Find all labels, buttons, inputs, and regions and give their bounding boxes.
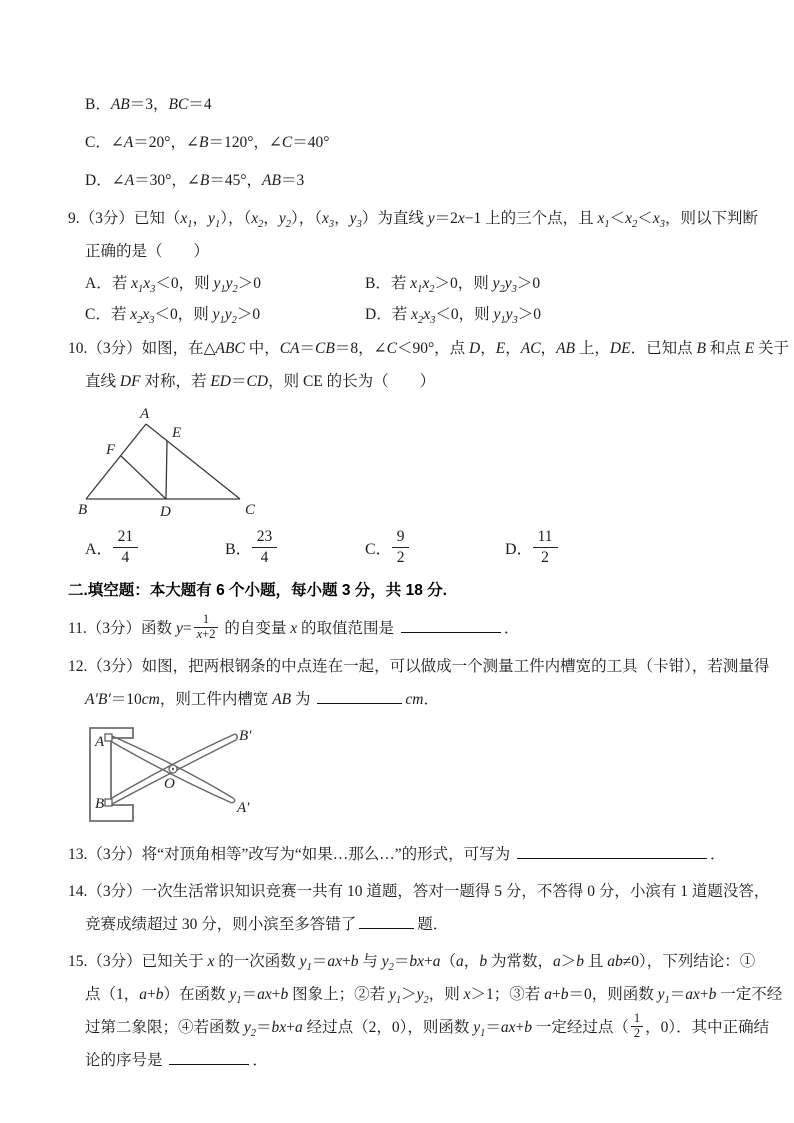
vertex-label-f: F — [106, 442, 116, 458]
q9-option-b: B．若 $x_1x_2>0$，则 $y_2y_3>0$ — [365, 275, 541, 296]
vertex-label-b: B — [78, 502, 88, 518]
q9-option-c: C．若 $x_2x_3<0$，则 $y_1y_2>0$ — [85, 306, 261, 327]
question-15-line-4: 论的序号是 ． — [68, 1044, 758, 1077]
question-11-line: 11.（3分）函数 y= $\frac{1}{x+2}$ 的自变量 x 的取值范围是 ． — [68, 612, 520, 641]
q10-option-c — [365, 524, 505, 570]
point-label-o: O — [164, 775, 175, 792]
vertex-label-d: D — [160, 504, 171, 520]
question-9-line-1: 9.（3分）已知（$x_1$，$y_1$），（$x_2$，$y_2$），（$x_3$，$y_3$）为直线 y＝2x−1 上的三个点，且 $x_1<x_2<x_3$，则以下判断 — [68, 210, 758, 231]
vertex-label-e: E — [172, 425, 182, 441]
fraction-numerator: 9 — [396, 528, 405, 546]
option-letter: D． — [505, 540, 533, 558]
triangle-figure — [78, 404, 268, 522]
fraction-denominator: 2 — [533, 547, 558, 567]
triangle-lines — [86, 424, 240, 499]
question-15-line-2: 点（1，a+b）在函数 $y_1=ax+b$ 图象上；②若 $y_1>y_2$，则 x＞1；③若 a+b＝0，则函数 $y_1=ax+b$ 一定不经 — [85, 985, 783, 1006]
point-label-b-prime: B′ — [239, 727, 252, 744]
section-2-header: 二.填空题：本大题有 6 个小题，每小题 3 分，共 18 分. — [68, 582, 447, 599]
q8-option-d: D．∠A＝30°，∠B＝45°，AB＝3 — [85, 172, 305, 189]
question-9-options — [68, 268, 758, 330]
question-10-line-2: 直线 DF 对称，若 ED＝CD，则 CE 的长为（ ） — [85, 373, 436, 390]
fraction-denominator: 4 — [252, 547, 278, 567]
question-14-line-2: 竞赛成绩超过 30 分，则小滨至多答错了 题． — [68, 908, 758, 941]
question-15-line-1: 15.（3分）已知关于 x 的一次函数 $y_1=ax+b$ 与 $y_2=bx+a(a$，b 为常数，a＞b 且 ab≠0），下列结论：① — [68, 952, 756, 973]
q10-option-d — [505, 524, 645, 570]
q10-option-a — [85, 524, 225, 570]
fraction-numerator: 21 — [117, 528, 134, 546]
question-10-line-1: 10.（3分）如图，在△ABC 中，CA＝CB＝8，∠C＜90°，点 D，E，AC，AB 上，DE．已知点 B 和点 E 关于 — [68, 340, 790, 357]
vertex-label-a: A — [140, 406, 150, 422]
question-12-line-2: A′B′＝10cm，则工件内槽宽 AB 为 cm． — [68, 683, 758, 716]
question-15-line-3: 过第二象限；④若函数 $y_2=bx+a$ 经过点（2，0），则函数 $y_1=ax+b$ 一定经过点（ $\frac{1}{2}$ ，0）．其中正确结 — [85, 1010, 770, 1040]
jaw-tip-b — [105, 799, 112, 806]
point-label-b: B — [95, 795, 105, 812]
q9-option-d: D．若 $x_2x_3<0$，则 $y_1y_3>0$ — [365, 306, 542, 327]
q10-option-b — [225, 524, 365, 570]
fraction-numerator: 11 — [537, 528, 553, 546]
option-letter: A． — [85, 540, 113, 558]
question-12-line-1: 12.（3分）如图，把两根钢条的中点连在一起，可以做成一个测量工件内槽宽的工具（卡钳），若测量得 — [68, 657, 770, 675]
option-letter: C． — [365, 540, 392, 558]
q8-option-b: B．AB＝3，BC＝4 — [85, 96, 212, 113]
fraction-numerator: 23 — [256, 528, 273, 546]
caliper-figure — [85, 720, 280, 832]
q8-option-c: C．∠A＝20°，∠B＝120°，∠C＝40° — [85, 134, 330, 151]
question-10-options — [68, 524, 758, 570]
pivot-dot — [172, 767, 174, 769]
fraction-denominator: 2 — [392, 547, 410, 567]
q9-option-a: A．若 $x_1x_3<0$，则 $y_1y_2>0$ — [85, 275, 262, 296]
option-letter: B． — [225, 540, 252, 558]
point-label-a-prime: A′ — [237, 799, 250, 816]
jaw-tip-a — [105, 734, 112, 741]
fraction-denominator: 4 — [113, 547, 139, 567]
question-9-line-2: 正确的是（ ） — [85, 243, 210, 260]
question-13-line: 13.（3分）将“对顶角相等”改写为“如果…那么…”的形式，可写为 ． — [68, 838, 758, 871]
question-14-line-1: 14.（3分）一次生活常识知识竞赛一共有 10 道题，答对一题得 5 分，不答得 0 分，小滨有 1 道题没答， — [68, 882, 770, 900]
point-label-a: A — [95, 733, 105, 750]
vertex-label-c: C — [245, 502, 256, 518]
